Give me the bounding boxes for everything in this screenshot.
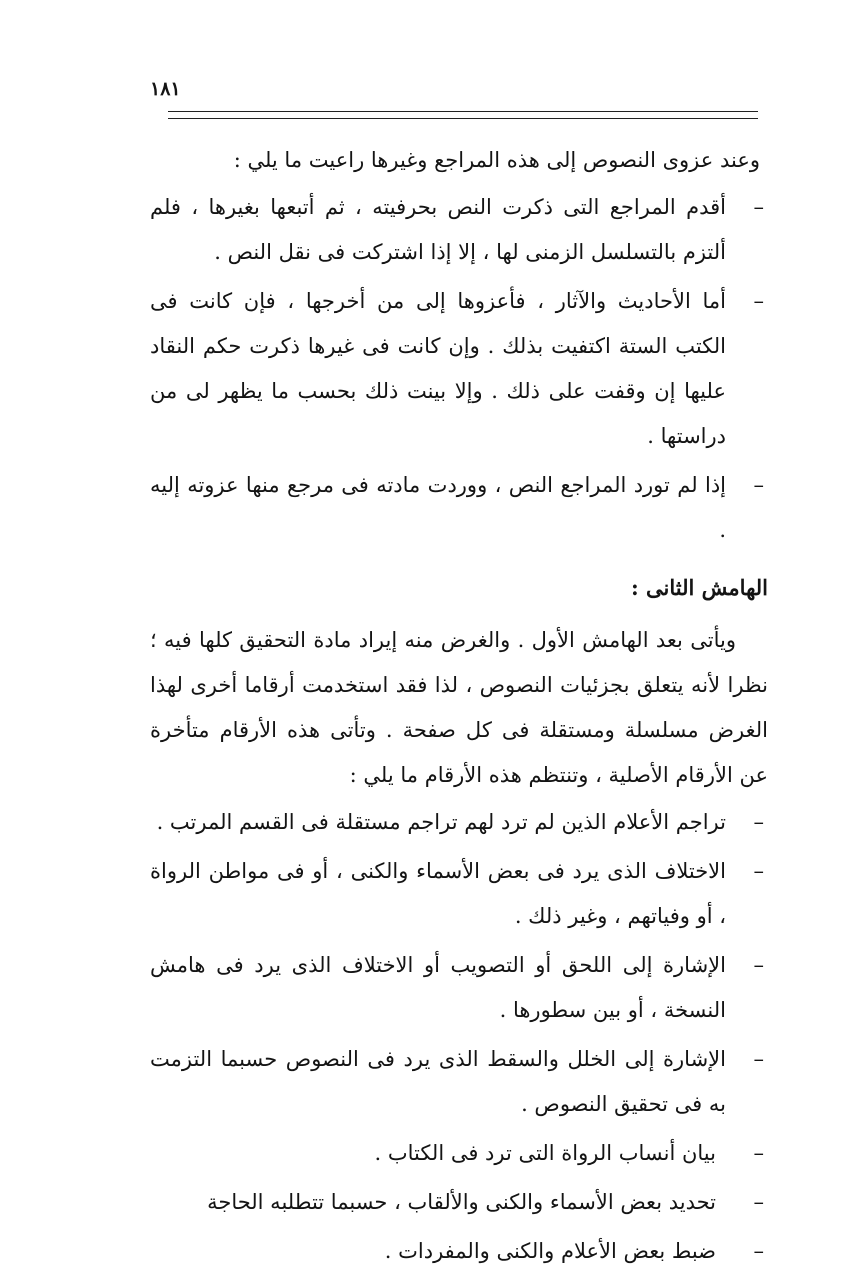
list-item-text: أما الأحاديث والآثار ، فأعزوها إلى من أخرجها ، فإن كانت فى الكتب الستة اكتفيت بذلك . وإن كانت فى غيرها ذكرت حكم النقاد عليها إن وقفت على ذلك . وإلا بينت ذلك بحسب ما يظهر لى من دراستها .	[150, 289, 726, 448]
intro-text: وعند عزوى النصوص إلى هذه المراجع وغيرها راعيت ما يلي :	[233, 148, 760, 172]
dash-bullet: –	[753, 1047, 764, 1071]
list-item	[150, 185, 768, 275]
list-item-text: أقدم المراجع التى ذكرت النص بحرفيته ، ثم أتبعها بغيرها ، فلم ألتزم بالتسلسل الزمنى لها ، إلا إذا اشتركت فى نقل النص .	[150, 195, 726, 264]
list-item-text: الإشارة إلى اللحق أو التصويب أو الاختلاف الذى يرد فى هامش النسخة ، أو بين سطورها .	[150, 953, 726, 1022]
dash-bullet: –	[753, 1239, 764, 1263]
dash-bullet: –	[753, 1141, 764, 1165]
dash-bullet: –	[753, 195, 764, 219]
dash-bullet: –	[753, 1190, 764, 1214]
list-item-text: إذا لم تورد المراجع النص ، ووردت مادته فى مرجع منها عزوته إليه .	[150, 473, 726, 542]
list-item-text: الاختلاف الذى يرد فى بعض الأسماء والكنى ، أو فى مواطن الرواة ، أو وفياتهم ، وغير ذلك .	[150, 859, 726, 928]
list-item-text: تحديد بعض الأسماء والكنى والألقاب ، حسبما تتطلبه الحاجة	[207, 1190, 716, 1214]
footnote-contents-list	[150, 800, 768, 1274]
list-item-text: ضبط بعض الأعلام والكنى والمفردات .	[384, 1239, 716, 1263]
dash-bullet: –	[753, 810, 764, 834]
list-item	[150, 1180, 768, 1225]
list-item-text: بيان أنساب الرواة التى ترد فى الكتاب .	[374, 1141, 716, 1165]
dash-bullet: –	[753, 859, 764, 883]
page-body	[150, 130, 768, 1278]
list-item	[150, 943, 768, 1033]
dash-bullet: –	[753, 289, 764, 313]
list-item	[150, 279, 768, 459]
header-rule-thick	[168, 111, 758, 112]
list-item	[150, 1131, 768, 1176]
list-item	[150, 1037, 768, 1127]
list-item	[150, 849, 768, 939]
section-heading: الهامش الثانى :	[630, 575, 768, 600]
dash-bullet: –	[753, 953, 764, 977]
header-rule-thin	[168, 118, 758, 119]
list-item-text: الإشارة إلى الخلل والسقط الذى يرد فى النصوص حسبما التزمت به فى تحقيق النصوص .	[150, 1047, 726, 1116]
list-item	[150, 463, 768, 553]
section-paragraph: ويأتى بعد الهامش الأول . والغرض منه إيراد مادة التحقيق كلها فيه ؛ نظرا لأنه يتعلق بجزئيات النصوص ، لذا فقد استخدمت أرقاما أخرى لهذا الغرض مسلسلة ومستقلة فى كل صفحة . وتأتى هذه الأرقام متأخرة عن الأرقام الأصلية ، وتنتظم هذه الأرقام ما يلي :	[150, 628, 768, 787]
list-item	[150, 800, 768, 845]
page-number: ١٨١	[150, 78, 181, 100]
list-item-text: تراجم الأعلام الذين لم ترد لهم تراجم مستقلة فى القسم المرتب .	[156, 810, 726, 834]
citation-rules-list	[150, 185, 768, 553]
dash-bullet: –	[753, 473, 764, 497]
